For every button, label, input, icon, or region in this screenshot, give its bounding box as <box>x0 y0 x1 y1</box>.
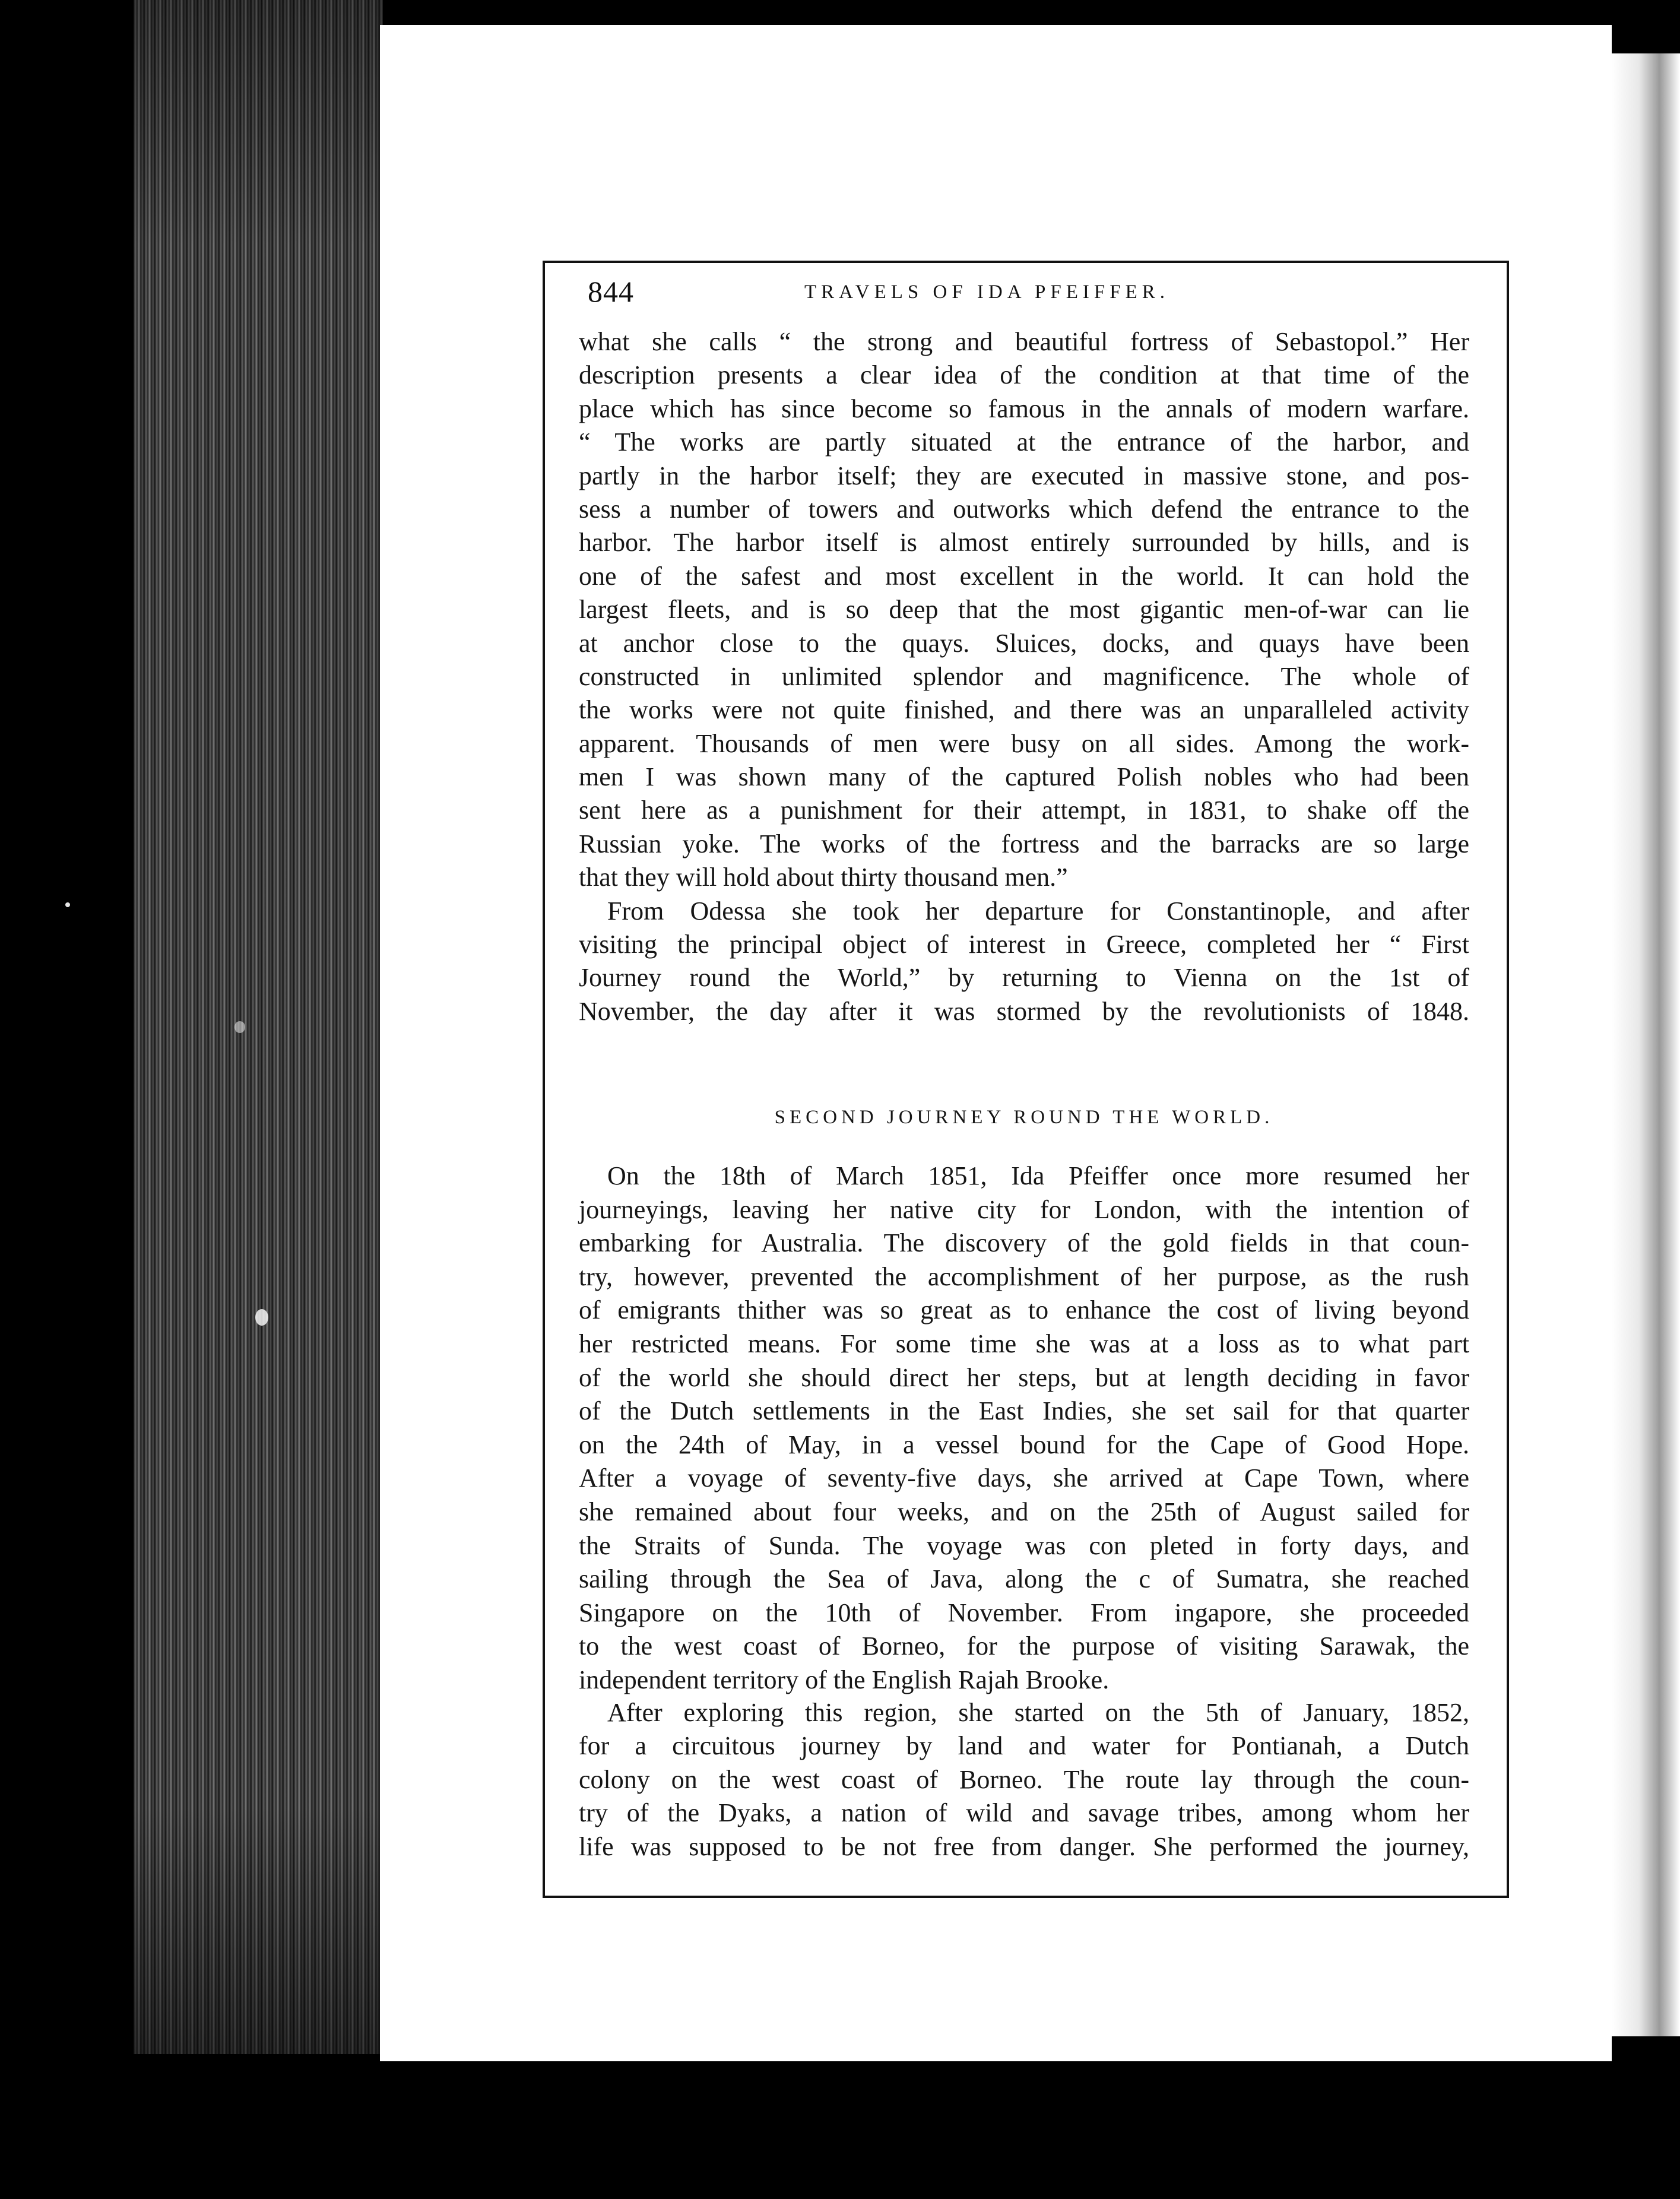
text-line: place which has since become so famous in the annals of modern warfare. <box>579 394 1469 423</box>
text-line: men I was shown many of the captured Polish nobles who had been <box>579 762 1469 792</box>
text-line: sent here as a punishment for their attempt, in 1831, to shake off the <box>579 796 1469 825</box>
text-line: one of the safest and most excellent in the world. It can hold the <box>579 561 1469 591</box>
running-head <box>588 274 1466 316</box>
text-line: sess a number of towers and outworks which defend the entrance to the <box>579 494 1469 524</box>
text-line: that they will hold about thirty thousand men.” <box>579 863 1068 892</box>
text-line: of the world she should direct her steps, but at length deciding in favor <box>579 1363 1469 1392</box>
text-line: to the west coast of Borneo, for the purpose of visiting Sarawak, the <box>579 1631 1469 1661</box>
text-line: Journey round the World,” by returning to Vienna on the 1st of <box>579 963 1469 993</box>
scan-speck <box>234 1021 245 1033</box>
page-number: 844 <box>588 275 634 308</box>
scan-speck <box>255 1309 268 1326</box>
body-text-top <box>579 325 1469 1028</box>
text-line: at anchor close to the quays. Sluices, docks, and quays have been <box>579 628 1469 658</box>
text-line: After a voyage of seventy-five days, she arrived at Cape Town, where <box>579 1463 1469 1493</box>
text-line: independent territory of the English Rajah Brooke. <box>579 1665 1110 1694</box>
text-line: “ The works are partly situated at the entrance of the harbor, and <box>579 427 1469 457</box>
text-line: she remained about four weeks, and on the 25th of August sailed for <box>579 1497 1469 1526</box>
section-heading: SECOND JOURNEY ROUND THE WORLD. <box>774 1107 1274 1128</box>
text-line: the Straits of Sunda. The voyage was con pleted in forty days, and <box>579 1531 1469 1560</box>
text-line: for a circuitous journey by land and water for Pontianah, a Dutch <box>579 1731 1469 1761</box>
text-line: November, the day after it was stormed by the revolutionists of 1848. <box>579 996 1469 1026</box>
text-line: try, however, prevented the accomplishment of her purpose, as the rush <box>579 1262 1469 1291</box>
text-line: journeyings, leaving her native city for London, with the intention of <box>579 1194 1469 1224</box>
text-line: Russian yoke. The works of the fortress and the barracks are so large <box>579 829 1469 858</box>
text-line: largest fleets, and is so deep that the most gigantic men-of-war can lie <box>579 595 1469 625</box>
text-line: apparent. Thousands of men were busy on all sides. Among the work- <box>579 728 1469 758</box>
text-line: visiting the principal object of interest in Greece, completed her “ First <box>579 930 1469 959</box>
next-page-edge <box>1612 53 1680 2036</box>
text-line: her restricted means. For some time she was at a loss as to what part <box>579 1329 1469 1358</box>
text-line: try of the Dyaks, a nation of wild and savage tribes, among whom her <box>579 1798 1469 1828</box>
body-text-borneo <box>579 1696 1469 1864</box>
text-line: what she calls “ the strong and beautiful fortress of Sebastopol.” Her <box>579 327 1469 356</box>
book-page-edges <box>134 0 383 2054</box>
text-line: on the 24th of May, in a vessel bound for the Cape of Good Hope. <box>579 1430 1469 1459</box>
text-line: embarking for Australia. The discovery of the gold fields in that coun- <box>579 1228 1469 1258</box>
text-line: Singapore on the 10th of November. From ingapore, she proceeded <box>579 1598 1469 1627</box>
text-line: of the Dutch settlements in the East Indies, she set sail for that quarter <box>579 1396 1469 1426</box>
text-line: description presents a clear idea of the condition at that time of the <box>579 360 1469 390</box>
text-line: the works were not quite finished, and there was an unparalleled activity <box>579 695 1469 725</box>
text-line: sailing through the Sea of Java, along the c of Sumatra, she reached <box>579 1564 1469 1594</box>
text-line: harbor. The harbor itself is almost entirely surrounded by hills, and is <box>579 528 1469 557</box>
body-text-second-journey <box>579 1159 1469 1697</box>
text-line: of emigrants thither was so great as to enhance the cost of living beyond <box>579 1295 1469 1325</box>
text-line: constructed in unlimited splendor and magnificence. The whole of <box>579 661 1469 691</box>
text-line: After exploring this region, she started on the 5th of January, 1852, <box>607 1698 1469 1727</box>
running-title: TRAVELS OF IDA PFEIFFER. <box>804 281 1169 303</box>
text-line: partly in the harbor itself; they are executed in massive stone, and pos- <box>579 461 1469 490</box>
text-line: life was supposed to be not free from danger. She performed the journey, <box>579 1832 1469 1861</box>
scan-speck <box>65 902 70 907</box>
text-line: From Odessa she took her departure for Constantinople, and after <box>607 896 1469 926</box>
text-line: On the 18th of March 1851, Ida Pfeiffer once more resumed her <box>607 1161 1469 1190</box>
text-line: colony on the west coast of Borneo. The route lay through the coun- <box>579 1764 1469 1794</box>
scan-background-left <box>0 0 134 2199</box>
